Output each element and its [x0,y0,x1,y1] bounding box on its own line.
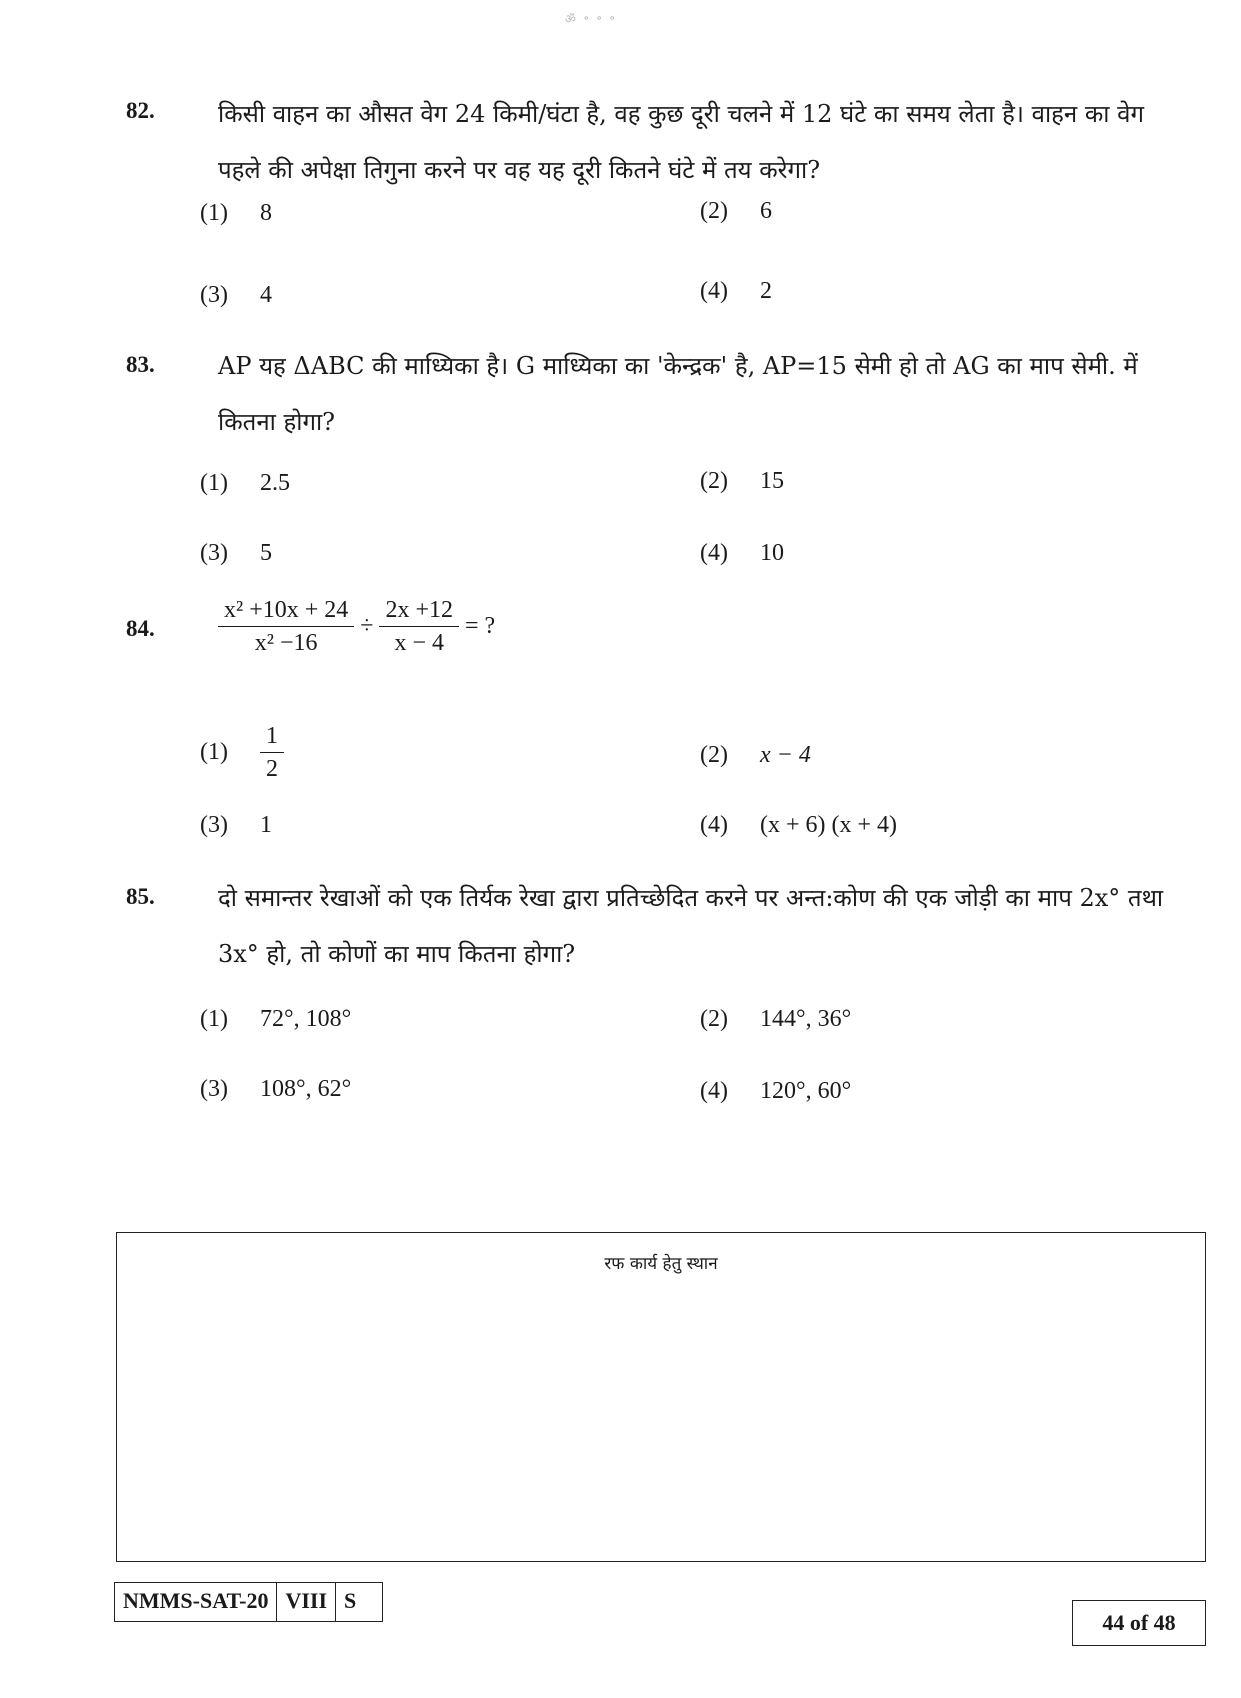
option-value: 1 [260,812,272,838]
numerator: 1 [266,723,278,749]
option-label: (3) [200,282,228,308]
question-text-line: 3x° हो, तो कोणों का माप कितना होगा? [218,940,576,968]
divide-sign: ÷ [360,613,374,639]
option-label: (2) [700,1006,728,1032]
option-value: 2 [760,278,772,304]
denominator: x² −16 [254,630,318,656]
option[interactable] [200,470,290,497]
option-value: x − 4 [760,742,811,768]
option[interactable] [700,742,811,769]
option-value: 5 [260,540,272,566]
option-label: (2) [700,468,728,494]
option[interactable] [200,200,272,227]
option-label: (3) [200,540,228,566]
option-value: 108°, 62° [260,1076,352,1102]
option[interactable] [700,198,772,225]
option-value: 4 [260,282,272,308]
option-label: (4) [700,278,728,304]
paper-code-box [114,1582,383,1622]
option-label: (4) [700,812,728,838]
option[interactable] [200,540,272,567]
question-text-line: दो समान्तर रेखाओं को एक तिर्यक रेखा द्वारा प्रतिच्छेदित करने पर अन्त:कोण की एक जोड़ी का माप 2x° तथा [218,884,1164,912]
option[interactable] [700,540,784,567]
option-value: 144°, 36° [760,1006,852,1032]
option[interactable] [200,282,272,309]
algebraic-expression [218,594,501,659]
option-label: (4) [700,1078,728,1104]
denominator: x − 4 [394,630,444,656]
option-label: (1) [200,1006,228,1032]
header-scribble: ॐ ॰ ॰ ॰ [565,12,617,26]
page-number: 44 of 48 [1072,1600,1206,1646]
set-code: S [344,1588,357,1613]
option[interactable] [200,1006,351,1033]
numerator: x² +10x + 24 [224,597,349,623]
option-label: (1) [200,739,228,765]
question-number: 82. [126,98,155,123]
option[interactable] [200,1076,351,1103]
question-text-line: पहले की अपेक्षा तिगुना करने पर वह यह दूरी कितने घंटे में तय करेगा? [218,156,821,184]
question-text-line: कितना होगा? [218,408,336,436]
option[interactable] [700,278,772,305]
option-value: 2.5 [260,470,290,496]
option-value: 6 [760,198,772,224]
option-value: 10 [760,540,784,566]
option-label: (3) [200,1076,228,1102]
option[interactable] [200,812,272,839]
class-code: VIII [277,1583,336,1621]
option[interactable] [700,1006,851,1033]
option-value: 15 [760,468,784,494]
equals-question: = ? [464,613,496,639]
option[interactable] [200,720,284,785]
paper-code: NMMS-SAT-20 [115,1583,277,1621]
rough-work-box [116,1232,1206,1562]
option-label: (2) [700,198,728,224]
option[interactable] [700,468,784,495]
question-text [218,870,1198,982]
rough-work-title: रफ कार्य हेतु स्थान [604,1254,718,1274]
question-number: 85. [126,884,155,909]
option-value: 72°, 108° [260,1006,352,1032]
option-label: (4) [700,540,728,566]
numerator: 2x +12 [385,597,453,623]
question-text-line: AP यह ΔABC की माध्यिका है। G माध्यिका का 'केन्द्रक' है, AP=15 सेमी हो तो AG का माप सेमी. में [218,352,1138,380]
option-value: 120°, 60° [760,1078,852,1104]
denominator: 2 [266,756,278,782]
option-value: (x + 6) (x + 4) [760,812,898,838]
question-text [218,86,1198,198]
question-text [218,338,1198,450]
option-value: 8 [260,200,272,226]
option-label: (1) [200,470,228,496]
fraction [379,594,459,659]
question-text-line: किसी वाहन का औसत वेग 24 किमी/घंटा है, वह कुछ दूरी चलने में 12 घंटे का समय लेता है। वाहन का वेग [218,100,1144,128]
option[interactable] [700,1078,851,1105]
option-label: (1) [200,200,228,226]
option-label: (2) [700,742,728,768]
question-number: 84. [126,616,155,641]
question-number: 83. [126,352,155,377]
option[interactable] [700,812,897,839]
fraction [218,594,354,659]
option-label: (3) [200,812,228,838]
fraction [260,720,284,785]
